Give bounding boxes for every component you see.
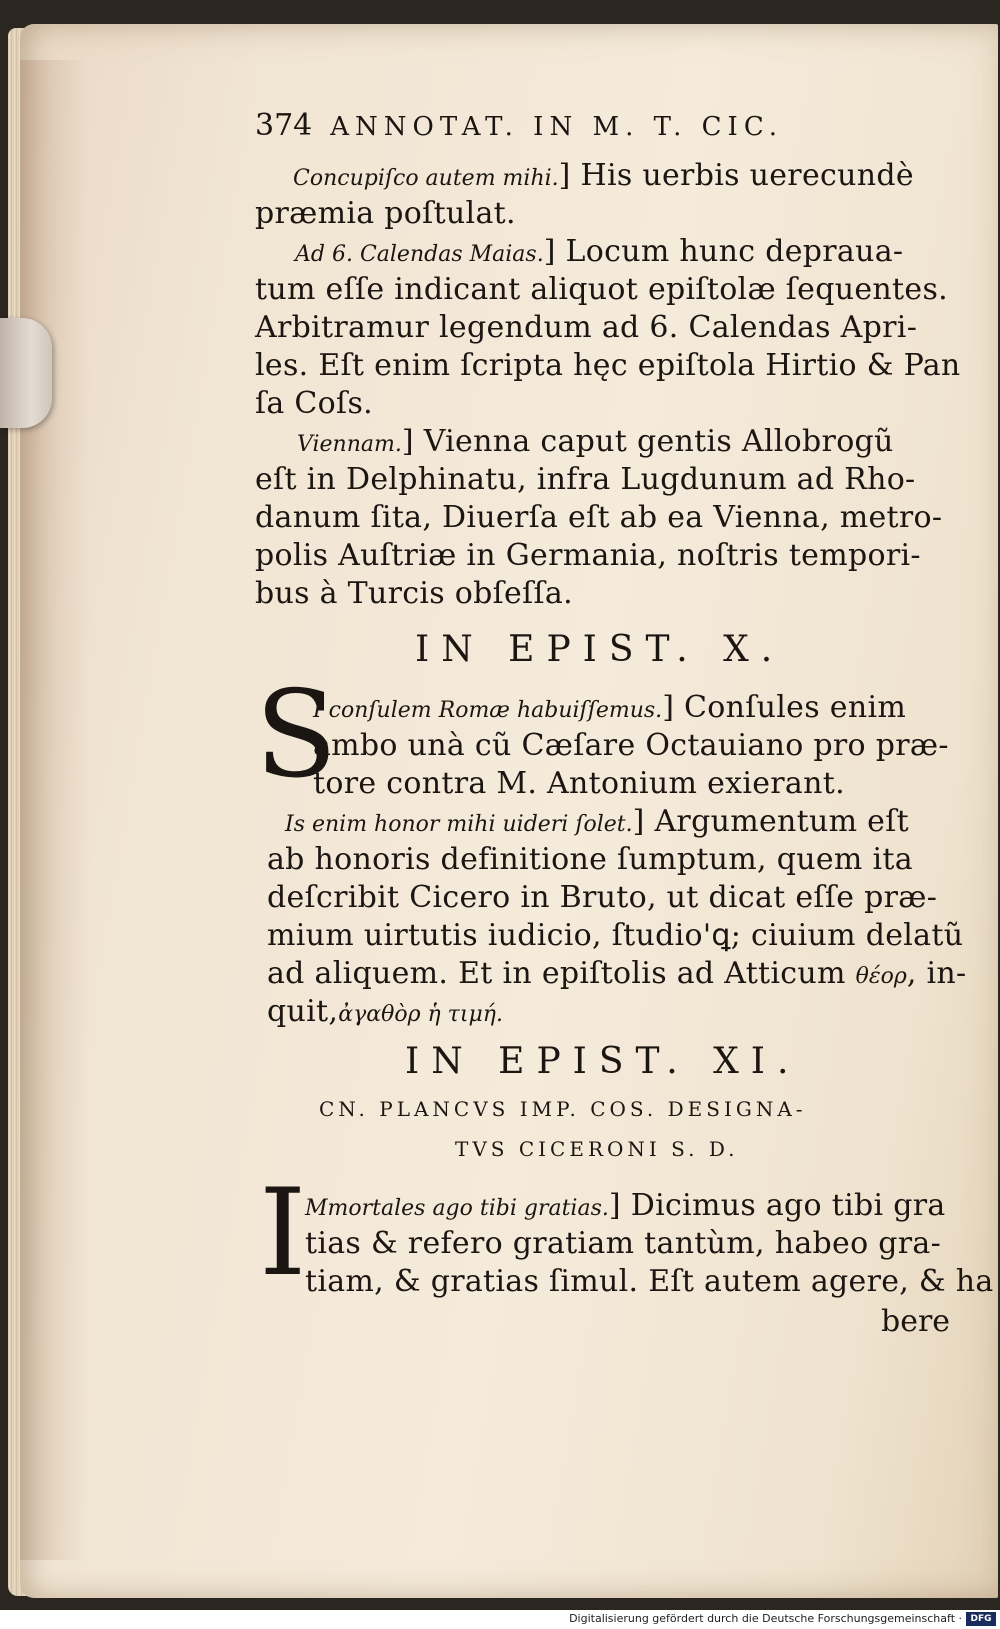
lemma: Is enim honor mihi uideri ſolet. — [285, 812, 633, 837]
section-heading-epist-x: IN EPIST. X. — [415, 629, 785, 670]
text-line: ſa Coſs. — [255, 386, 373, 421]
lemma: Ad 6. Calendas Maias. — [295, 242, 544, 267]
greek-word: θέορ — [855, 964, 907, 989]
text-line: quit,ἀγαθὸρ ἡ τιμή. — [267, 994, 503, 1029]
text-line: deſcribit Cicero in Bruto, ut dicat eſſe præ- — [267, 880, 938, 915]
text-line: Arbitramur legendum ad 6. Calendas Apri- — [255, 310, 918, 345]
text-line: ambo unà cũ Cæſare Octauiano pro præ- — [313, 728, 949, 763]
text-line: polis Auſtriæ in Germania, noſtris tempori- — [255, 538, 921, 573]
text-line: Viennam.] Vienna caput gentis Allobrogũ — [297, 424, 894, 459]
lemma: Viennam. — [297, 432, 402, 457]
text-line: I conſulem Romæ habuiſſemus.] Conſules enim — [313, 690, 907, 725]
text-line: tum eſſe indicant aliquot epiſtolæ ſequentes. — [255, 272, 948, 307]
text-line: eſt in Delphinatu, infra Lugdunum ad Rho- — [255, 462, 916, 497]
text-line: tias & refero gratiam tantùm, habeo gra- — [305, 1226, 942, 1261]
text-line: ad aliquem. Et in epiſtolis ad Atticum θέορ, in- — [267, 956, 967, 991]
running-title: ANNOTAT. IN M. T. CIC. — [330, 112, 784, 142]
gutter-shadow — [20, 60, 90, 1560]
text-line: mium uirtutis iudicio, ſtudio'ꝗ; ciuium delatũ — [267, 918, 964, 953]
funding-credit: Digitalisierung gefördert durch die Deutsche Forschungsgemeinschaft · — [569, 1612, 962, 1625]
page-clip-holder — [0, 318, 52, 428]
running-header — [255, 108, 783, 145]
epistle-salutation-line-2: TVS CICERONI S. D. — [455, 1137, 739, 1161]
text-line: bus à Turcis obſeſſa. — [255, 576, 573, 611]
section-heading-epist-xi: IN EPIST. XI. — [405, 1041, 801, 1082]
drop-cap-i: I — [259, 1164, 307, 1303]
digitization-footer — [0, 1610, 1000, 1629]
text-line: les. Eſt enim ſcripta hęc epiſtola Hirtio & Pan — [255, 348, 961, 383]
lemma: Concupiſco autem mihi. — [293, 166, 559, 191]
catchword: bere — [881, 1304, 951, 1339]
text-line: Is enim honor mihi uideri ſolet.] Argumentum eſt — [285, 804, 909, 839]
text-line: tore contra M. Antonium exierant. — [313, 766, 845, 801]
text-line: præmia poſtulat. — [255, 196, 516, 231]
drop-cap-s: S — [255, 666, 338, 805]
text-line: tiam, & gratias ſimul. Eſt autem agere, & ha — [305, 1264, 994, 1299]
page-number: 374 — [255, 108, 313, 143]
text-line: Concupiſco autem mihi.] His uerbis uerecundè — [293, 158, 914, 193]
lemma: Mmortales ago tibi gratias. — [305, 1196, 609, 1221]
epistle-salutation-line-1: CN. PLANCVS IMP. COS. DESIGNA- — [319, 1097, 807, 1121]
lemma: I conſulem Romæ habuiſſemus. — [313, 698, 663, 723]
text-line: ab honoris definitione ſumptum, quem ita — [267, 842, 913, 877]
text-line: Ad 6. Calendas Maias.] Locum hunc deprauа- — [295, 234, 904, 269]
text-line: danum ſita, Diuerſa eſt ab ea Vienna, metro- — [255, 500, 943, 535]
dfg-logo: DFG — [966, 1612, 996, 1626]
text-line: Mmortales ago tibi gratias.] Dicimus ago tibi gra — [305, 1188, 946, 1223]
greek-phrase: ἀγαθὸρ ἡ τιμή. — [338, 1002, 503, 1027]
